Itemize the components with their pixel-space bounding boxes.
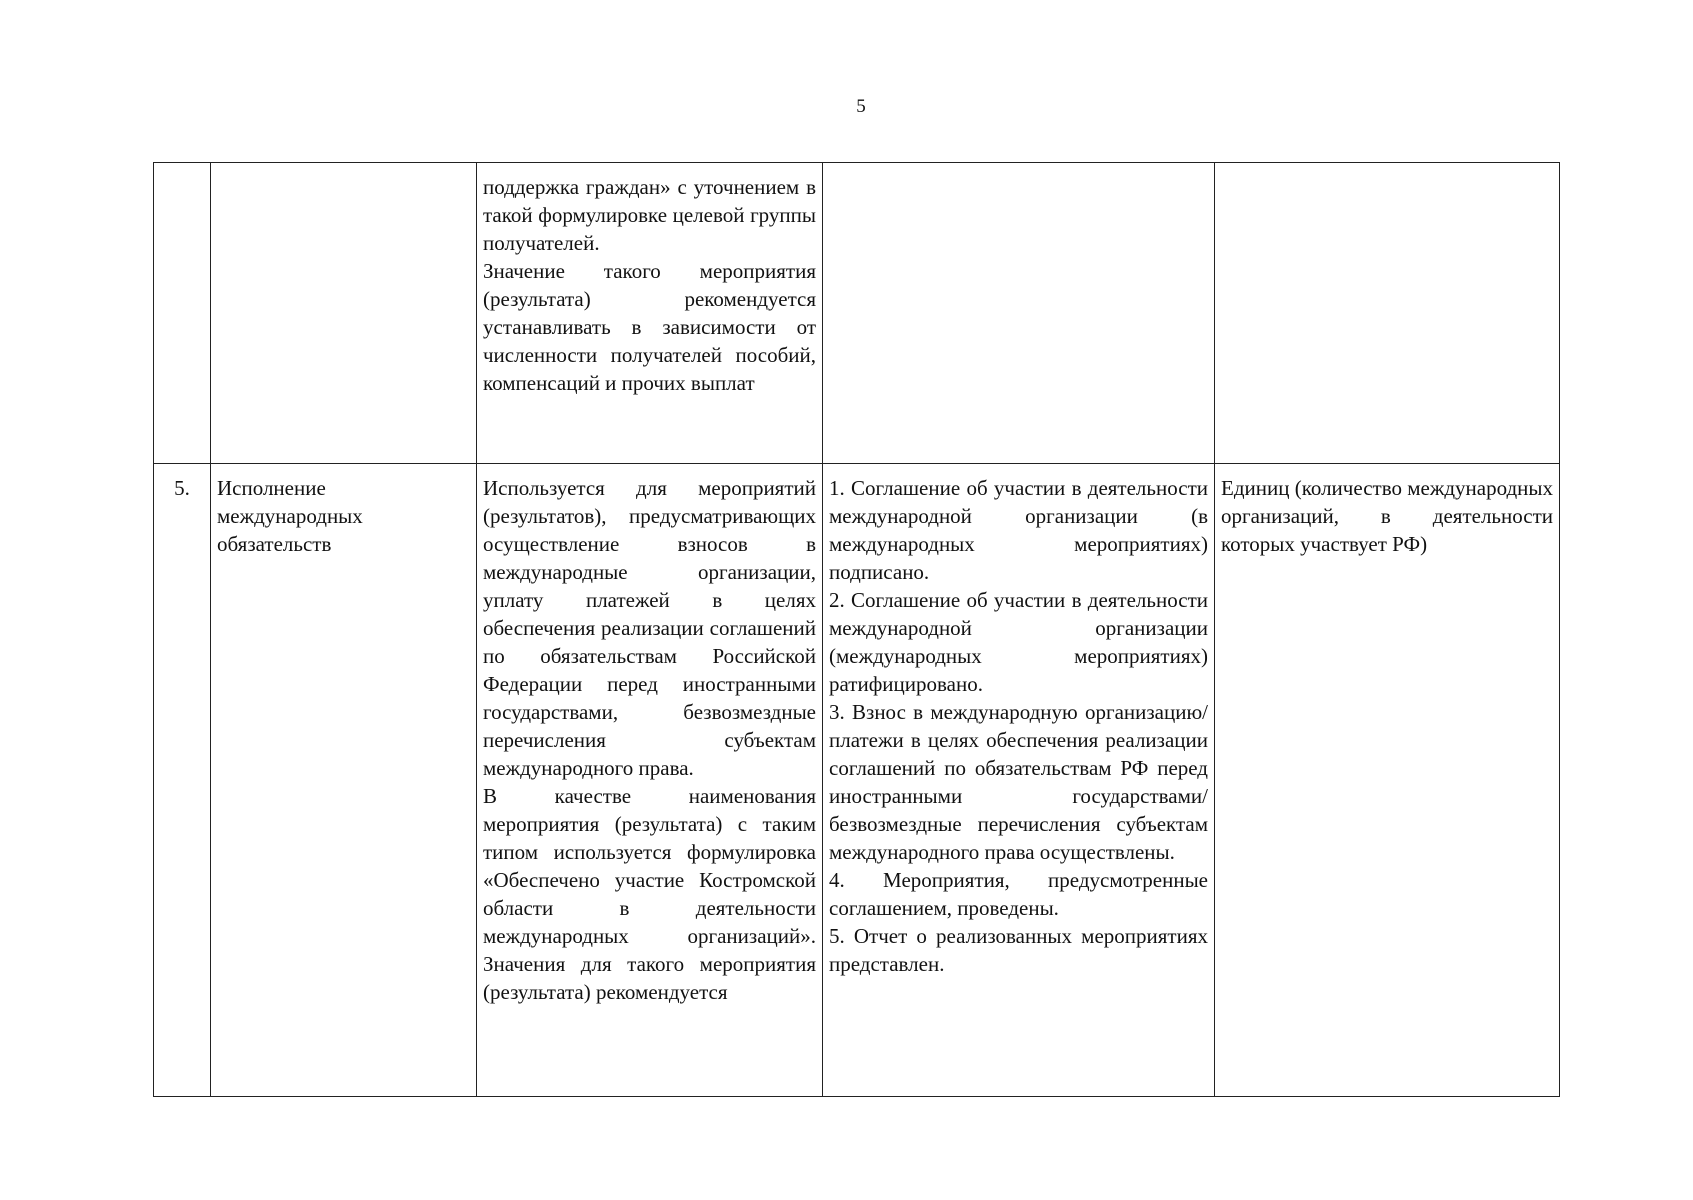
control-point-item: 4. Мероприятия, предусмотренные соглашением, проведены. [829,868,1208,920]
document-table [153,162,1560,1097]
control-points-cell [823,163,1215,464]
row-number-cell [154,163,211,464]
control-points-cell [823,464,1215,1097]
description-paragraph: В качестве наименования мероприятия (результата) с таким типом используется формулировка «Обеспечено участие Костромской области в деятельности международных организаций». Значения для такого мероприятия (результата) рекомендуется [483,784,816,1004]
row-number-cell: 5. [154,464,211,1097]
description-cell [477,464,823,1097]
description-paragraph: Используется для мероприятий (результатов), предусматривающих осуществление взносов в международные организации, уплату платежей в целях обеспечения реализации соглашений по обязательствам Российской Федерации перед иностранными государствами, безвозмездные перечисления субъектам международного права. [483,476,816,780]
description-cell [477,163,823,464]
table-row [154,464,1560,1097]
control-point-item: 3. Взнос в международную организацию/платежи в целях обеспечения реализации соглашений по обязательствам РФ перед иностранными государствами/безвозмездные перечисления субъектам международного права осуществлены. [829,700,1208,864]
description-paragraph: поддержка граждан» с уточнением в такой формулировке целевой группы получателей. [483,175,816,255]
table-row [154,163,1560,464]
description-paragraph: Значение такого мероприятия (результата) рекомендуется устанавливать в зависимости от численности получателей пособий, компенсаций и прочих выплат [483,259,816,395]
type-name-cell [211,163,477,464]
control-point-item: 2. Соглашение об участии в деятельности международной организации (международных мероприятиях) ратифицировано. [829,588,1208,696]
page-number: 5 [856,96,866,117]
unit-cell [1215,163,1560,464]
control-point-item: 5. Отчет о реализованных мероприятиях представлен. [829,924,1208,976]
control-point-item: 1. Соглашение об участии в деятельности международной организации (в международных мероприятиях) подписано. [829,476,1208,584]
unit-cell: Единиц (количество международных организаций, в деятельности которых участвует РФ) [1215,464,1560,1097]
type-name-cell: Исполнение международных обязательств [211,464,477,1097]
